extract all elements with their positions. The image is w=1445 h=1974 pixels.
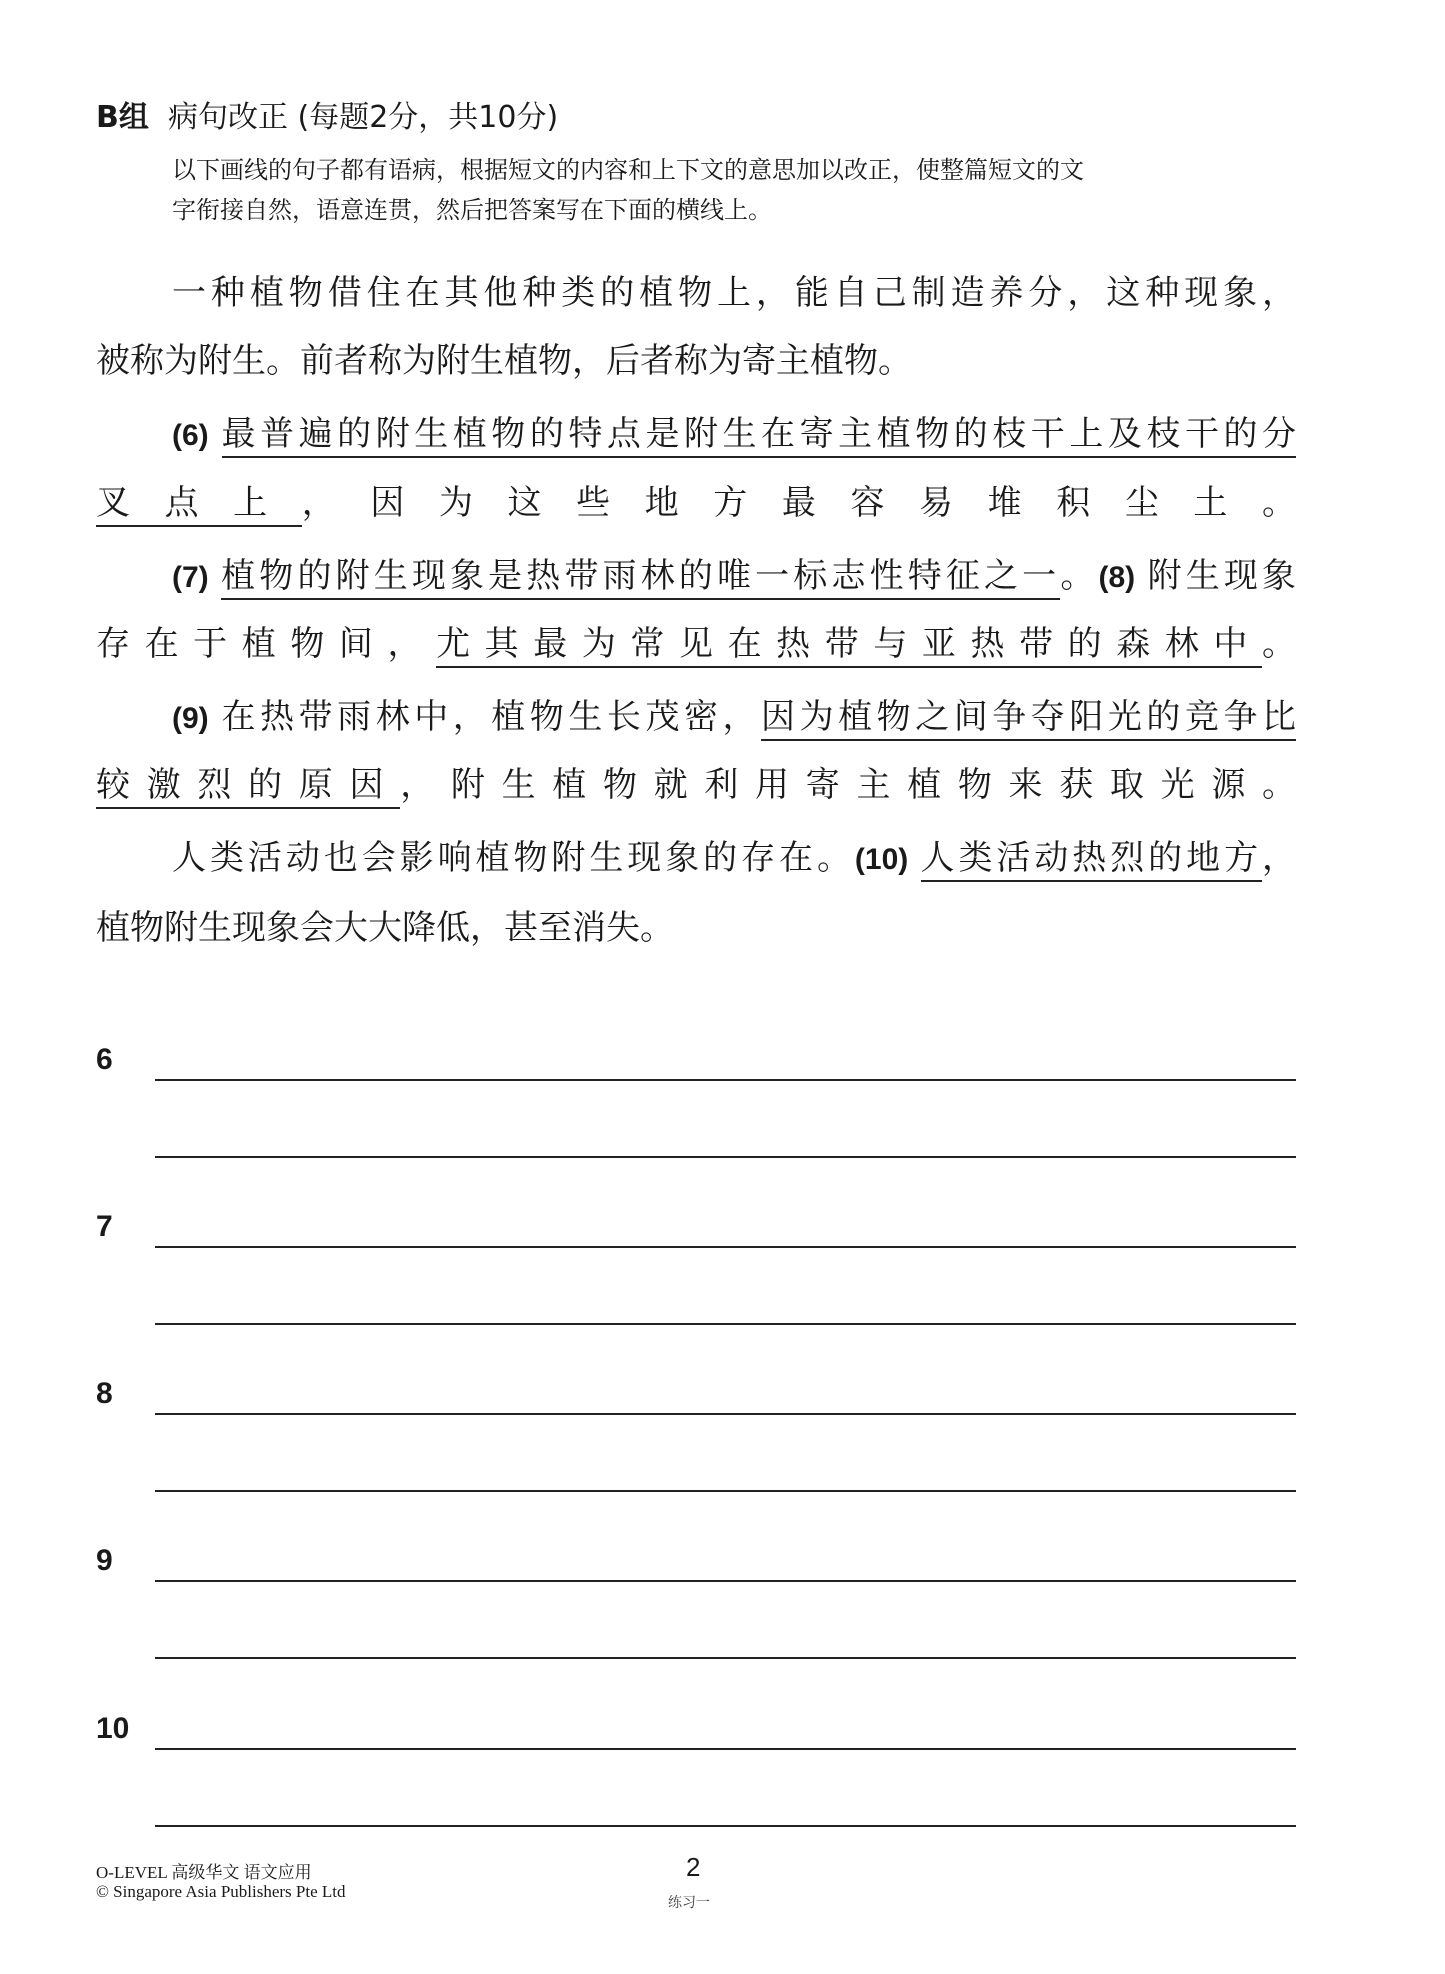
copyright: © Singapore Asia Publishers Pte Ltd: [96, 1882, 346, 1901]
passage-text: ，附生植物就利用寄主植物来获取光源。: [400, 765, 1297, 805]
passage-line: [96, 762, 1296, 808]
answer-line[interactable]: [155, 1825, 1296, 1827]
passage-line: [172, 553, 1296, 599]
passage-text: 人类活动也会影响植物附生现象的存在。: [172, 838, 855, 878]
passage-line: [96, 480, 1296, 526]
answer-line[interactable]: [155, 1323, 1296, 1325]
exercise-label: 练习一: [668, 1895, 710, 1911]
passage-text: 在热带雨林中，植物生长茂密，: [221, 697, 762, 737]
passage-line: [172, 835, 1296, 881]
answer-line[interactable]: [155, 1580, 1296, 1582]
answer-label: 8: [96, 1377, 113, 1410]
answer-line[interactable]: [155, 1490, 1296, 1492]
question-number: (10): [854, 843, 921, 876]
answer-line[interactable]: [155, 1246, 1296, 1248]
passage-text: ，: [1262, 838, 1297, 878]
passage-line: [172, 694, 1296, 740]
underlined-faulty-sentence: 最普遍的附生植物的特点是附生在寄主植物的枝干上及枝干的分: [222, 414, 1296, 458]
passage-text: 。: [1262, 624, 1297, 664]
passage-line: [96, 621, 1296, 667]
book-title: O-LEVEL 高级华文 语文应用: [96, 1863, 312, 1882]
answer-line[interactable]: [155, 1657, 1296, 1659]
passage-text: 附生现象: [1147, 556, 1297, 596]
passage-text: 植物附生现象会大大降低，甚至消失。: [96, 908, 674, 948]
answer-line[interactable]: [155, 1079, 1296, 1081]
underlined-faulty-sentence: 尤其最为常见在热带与亚热带的森林中: [436, 624, 1262, 668]
section-title: 病句改正 (每题2分，共10分): [167, 100, 559, 135]
passage-text: 一种植物借住在其他种类的植物上，能自己制造养分，这种现象，: [172, 273, 1296, 313]
answer-line[interactable]: [155, 1748, 1296, 1750]
answer-line[interactable]: [155, 1413, 1296, 1415]
answer-label: 7: [96, 1210, 113, 1243]
answer-line[interactable]: [155, 1156, 1296, 1158]
answer-label: 9: [96, 1544, 113, 1577]
passage-line: [96, 905, 674, 951]
instruction-line: 字衔接自然，语意连贯，然后把答案写在下面的横线上。: [172, 196, 772, 224]
passage-line: [172, 270, 1296, 316]
passage-text: 。: [1060, 556, 1099, 596]
question-number: (6): [172, 419, 222, 452]
passage-text: 存在于植物间，: [96, 624, 437, 664]
question-number: (8): [1098, 561, 1148, 594]
underlined-faulty-sentence: 人类活动热烈的地方: [921, 838, 1262, 882]
section-heading: [96, 92, 558, 136]
instruction-line: 以下画线的句子都有语病，根据短文的内容和上下文的意思加以改正，使整篇短文的文: [172, 156, 1084, 184]
underlined-faulty-sentence: 因为植物之间争夺阳光的竞争比: [761, 697, 1296, 741]
section-group: B组: [96, 100, 149, 135]
answer-label: 10: [96, 1712, 130, 1745]
answer-label: 6: [96, 1043, 113, 1076]
question-number: (9): [172, 702, 222, 735]
passage-line: [96, 338, 912, 384]
question-number: (7): [172, 561, 222, 594]
passage-line: [172, 411, 1296, 457]
underlined-faulty-sentence: 植物的附生现象是热带雨林的唯一标志性特征之一: [221, 556, 1060, 600]
page-number: 2: [686, 1852, 701, 1882]
passage-text: ，因为这些地方最容易堆积尘土。: [301, 483, 1296, 523]
passage-text: 被称为附生。前者称为附生植物，后者称为寄主植物。: [96, 341, 912, 381]
underlined-faulty-sentence: 较激烈的原因: [96, 765, 400, 809]
underlined-faulty-sentence: 叉点上: [96, 483, 302, 527]
